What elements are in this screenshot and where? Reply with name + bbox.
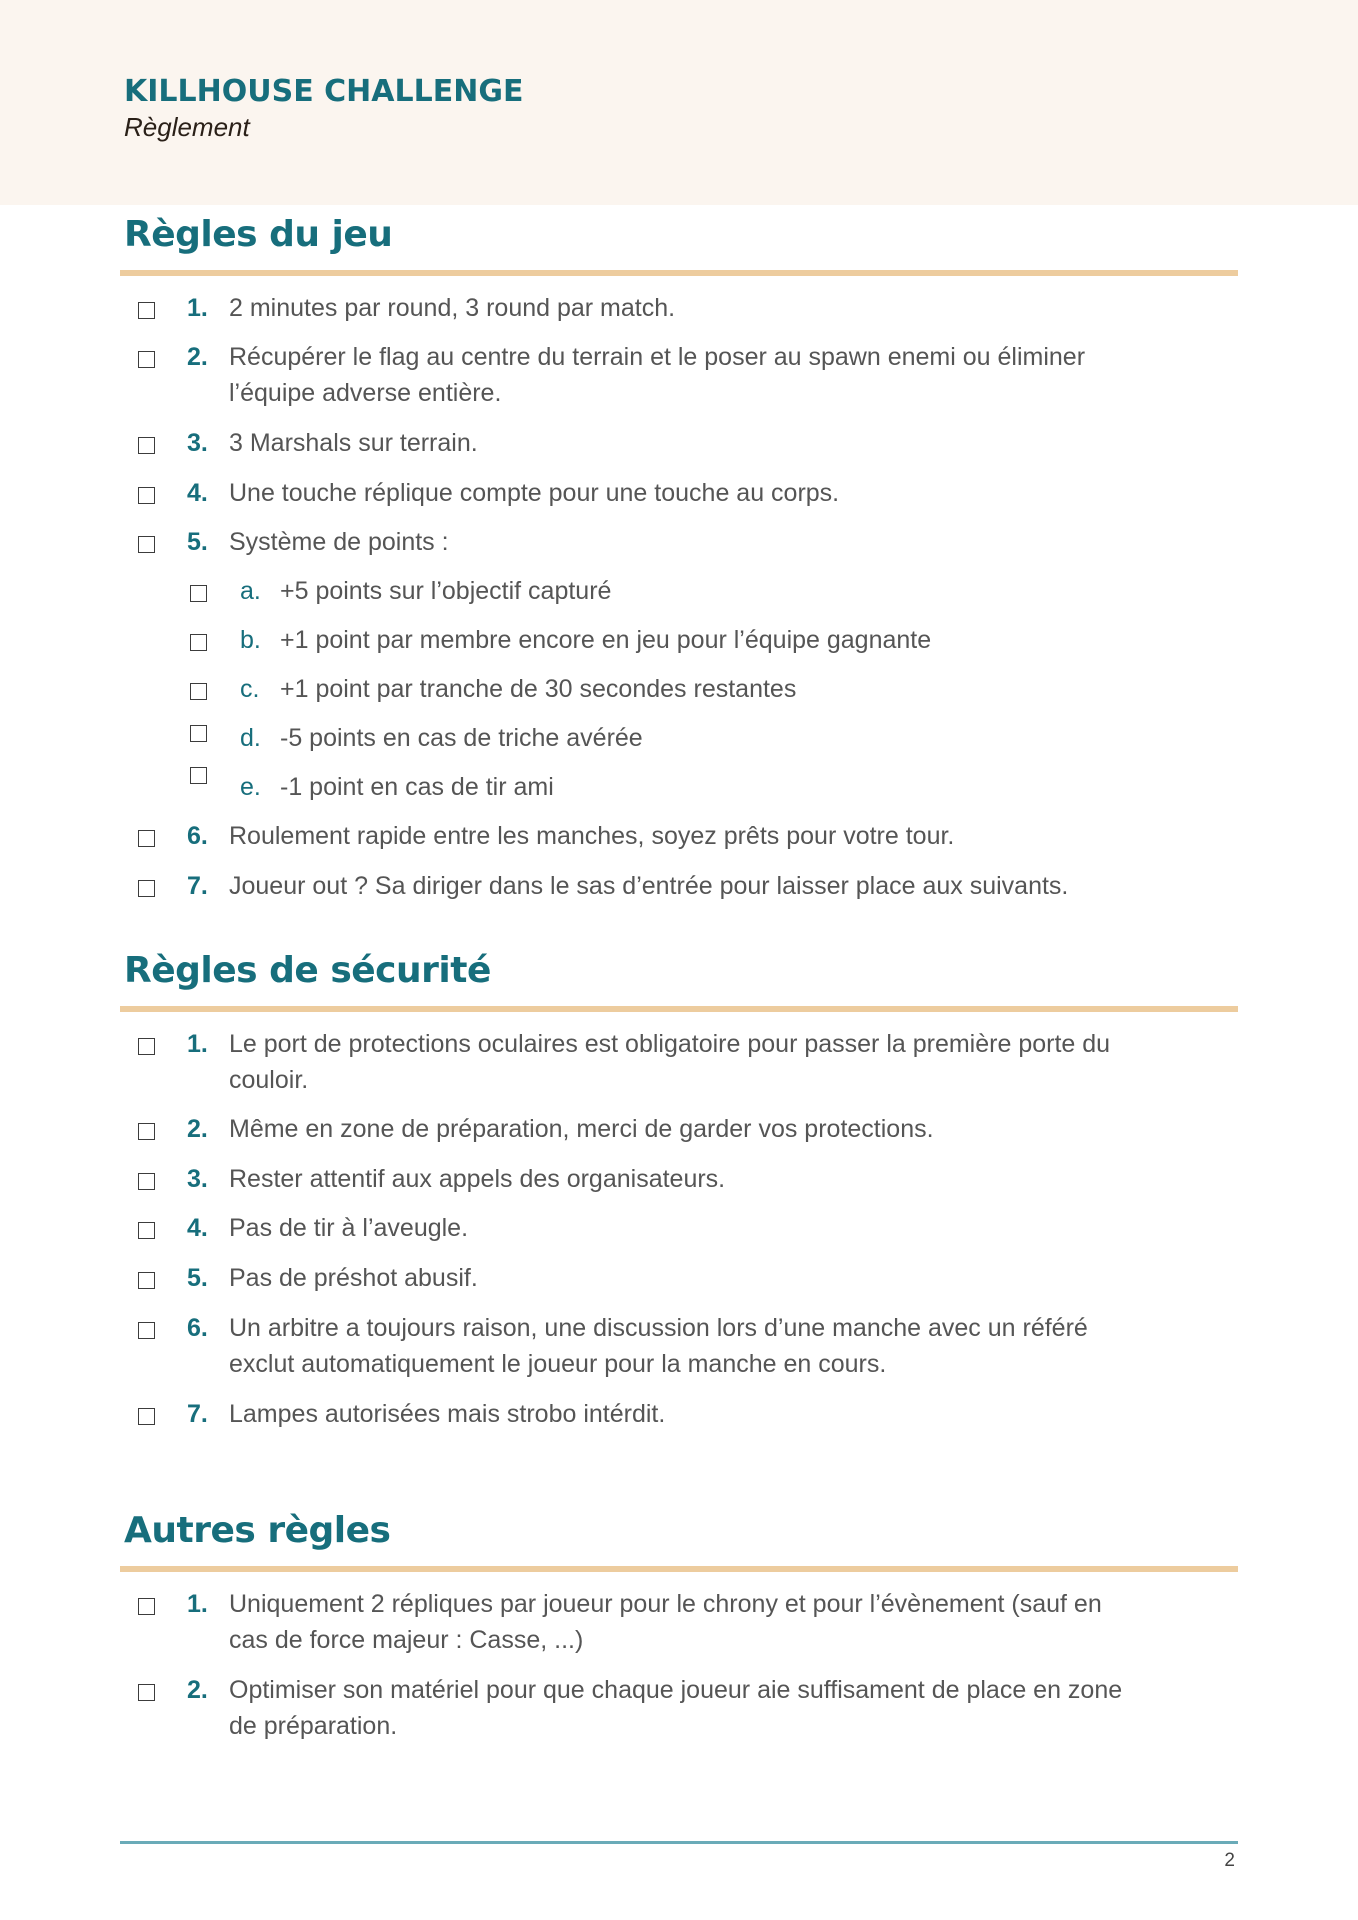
item-text: 3 Marshals sur terrain.: [229, 429, 478, 457]
checkbox[interactable]: [138, 1038, 155, 1055]
item-number: 6.: [187, 822, 208, 850]
section-rule: [120, 1006, 1238, 1012]
item-text: Rester attentif aux appels des organisateurs.: [229, 1165, 726, 1193]
item-number: 6.: [187, 1314, 208, 1342]
checkbox[interactable]: [138, 487, 155, 504]
checkbox[interactable]: [138, 1322, 155, 1339]
section-title-safety-rules: Règles de sécurité: [124, 950, 491, 991]
item-number: 1.: [187, 294, 208, 322]
item-text-continued: cas de force majeur : Casse, ...): [229, 1626, 584, 1654]
item-text: Optimiser son matériel pour que chaque joueur aie suffisament de place en zone: [229, 1676, 1123, 1704]
checkbox[interactable]: [138, 1272, 155, 1289]
item-number: 3.: [187, 1165, 208, 1193]
section-rule: [120, 270, 1238, 276]
item-number: 1.: [187, 1590, 208, 1618]
item-number: 4.: [187, 1214, 208, 1242]
section-title-game-rules: Règles du jeu: [124, 214, 393, 255]
item-text: +1 point par tranche de 30 secondes restantes: [280, 675, 797, 703]
item-number: 2.: [187, 343, 208, 371]
item-number: 7.: [187, 872, 208, 900]
item-text: -1 point en cas de tir ami: [280, 773, 554, 801]
item-number: 7.: [187, 1400, 208, 1428]
item-text: Même en zone de préparation, merci de garder vos protections.: [229, 1115, 934, 1143]
checkbox[interactable]: [138, 1598, 155, 1615]
item-number: 3.: [187, 429, 208, 457]
item-text: +1 point par membre encore en jeu pour l’équipe gagnante: [280, 626, 932, 654]
item-letter: d.: [240, 724, 261, 752]
item-letter: c.: [240, 675, 260, 703]
checkbox[interactable]: [190, 585, 207, 602]
item-text: Lampes autorisées mais strobo intérdit.: [229, 1400, 666, 1428]
item-text: Roulement rapide entre les manches, soyez prêts pour votre tour.: [229, 822, 955, 850]
item-text-continued: l’équipe adverse entière.: [229, 379, 502, 407]
footer-rule: [120, 1841, 1238, 1844]
checkbox[interactable]: [138, 1173, 155, 1190]
checkbox[interactable]: [138, 351, 155, 368]
item-text: Système de points :: [229, 528, 449, 556]
item-text-continued: exclut automatiquement le joueur pour la manche en cours.: [229, 1350, 887, 1378]
item-text: Un arbitre a toujours raison, une discussion lors d’une manche avec un référé: [229, 1314, 1088, 1342]
item-number: 1.: [187, 1030, 208, 1058]
page-number: 2: [1224, 1850, 1235, 1871]
item-text: 2 minutes par round, 3 round par match.: [229, 294, 676, 322]
item-letter: a.: [240, 577, 261, 605]
item-text: -5 points en cas de triche avérée: [280, 724, 643, 752]
item-text: Une touche réplique compte pour une touche au corps.: [229, 479, 840, 507]
item-text-continued: couloir.: [229, 1066, 309, 1094]
checkbox[interactable]: [190, 634, 207, 651]
item-number: 4.: [187, 479, 208, 507]
checkbox[interactable]: [138, 302, 155, 319]
section-rule: [120, 1566, 1238, 1572]
checkbox[interactable]: [138, 830, 155, 847]
item-text: Récupérer le flag au centre du terrain et le poser au spawn enemi ou éliminer: [229, 343, 1086, 371]
item-letter: e.: [240, 773, 261, 801]
item-number: 2.: [187, 1676, 208, 1704]
document-subtitle: Règlement: [124, 112, 250, 142]
checkbox[interactable]: [190, 725, 207, 742]
checkbox[interactable]: [190, 767, 207, 784]
checkbox[interactable]: [138, 536, 155, 553]
checkbox[interactable]: [138, 1123, 155, 1140]
checkbox[interactable]: [138, 1408, 155, 1425]
checkbox[interactable]: [138, 880, 155, 897]
checkbox[interactable]: [190, 683, 207, 700]
item-number: 5.: [187, 528, 208, 556]
checkbox[interactable]: [138, 1684, 155, 1701]
item-text: +5 points sur l’objectif capturé: [280, 577, 612, 605]
item-text: Joueur out ? Sa diriger dans le sas d’entrée pour laisser place aux suivants.: [229, 872, 1069, 900]
document-title: KILLHOUSE CHALLENGE: [124, 74, 524, 109]
checkbox[interactable]: [138, 437, 155, 454]
checkbox[interactable]: [138, 1222, 155, 1239]
section-title-other-rules: Autres règles: [124, 1510, 391, 1551]
item-text: Le port de protections oculaires est obligatoire pour passer la première porte du: [229, 1030, 1111, 1058]
item-number: 2.: [187, 1115, 208, 1143]
item-text: Pas de tir à l’aveugle.: [229, 1214, 469, 1242]
item-letter: b.: [240, 626, 261, 654]
item-number: 5.: [187, 1264, 208, 1292]
item-text: Uniquement 2 répliques par joueur pour le chrony et pour l’évènement (sauf en: [229, 1590, 1102, 1618]
item-text-continued: de préparation.: [229, 1712, 398, 1740]
item-text: Pas de préshot abusif.: [229, 1264, 478, 1292]
